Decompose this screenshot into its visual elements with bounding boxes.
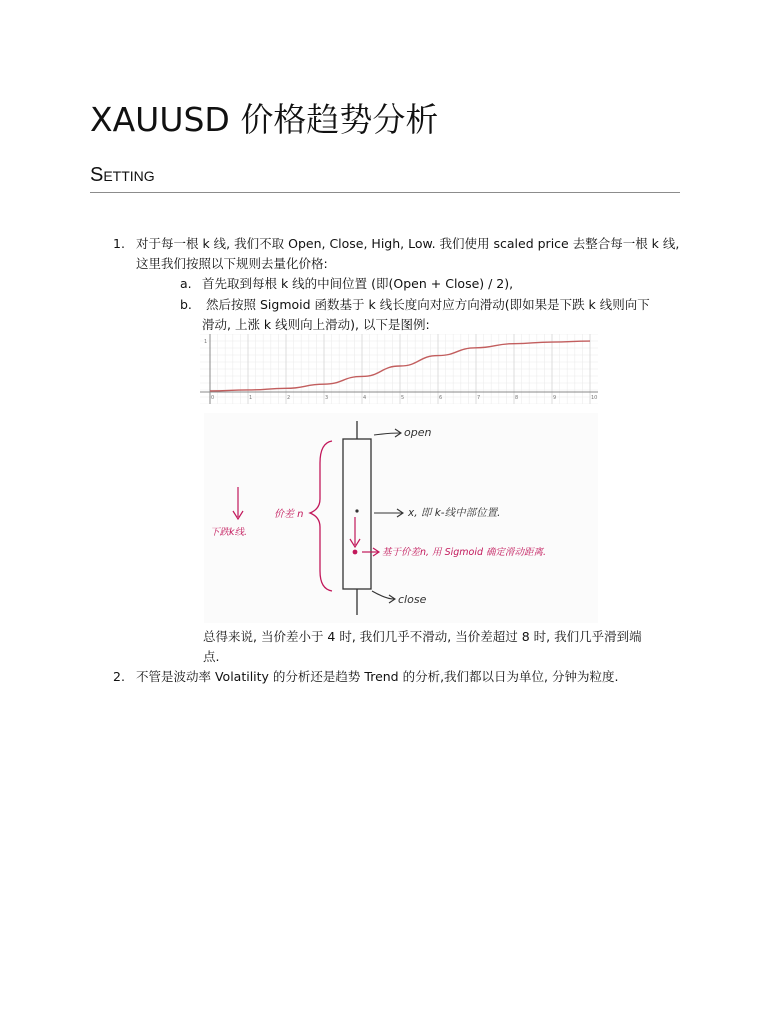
list-item-a-text: 首先取到每根 k 线的中间位置 (即(Open + Close) / 2), <box>202 276 514 291</box>
document-title: XAUUSD 价格趋势分析 <box>90 100 439 139</box>
list-letter-b: b. <box>180 297 192 312</box>
chart-x-tick-label: 8 <box>515 395 519 401</box>
label-price-diff: 价差 n <box>274 509 304 520</box>
chart-x-tick-label: 9 <box>553 395 557 401</box>
list-letter-a: a. <box>180 276 192 291</box>
chart-x-tick-label: 2 <box>287 395 291 401</box>
candle-body <box>343 439 371 589</box>
section-heading: Setting <box>90 164 155 186</box>
chart-x-tick-label: 7 <box>477 395 481 401</box>
list-item-1-line2: 这里我们按照以下规则去量化价格: <box>136 256 328 271</box>
chart-x-tick-label: 4 <box>363 395 367 401</box>
list-item-b-line1: 然后按照 Sigmoid 函数基于 k 线长度向对应方向滑动(即如果是下跌 k 线则向下 <box>206 297 650 312</box>
list-number-1: 1. <box>113 236 125 251</box>
chart-x-tick-label: 5 <box>401 395 405 401</box>
scaled-price-dot <box>353 550 358 555</box>
chart-x-tick-label: 1 <box>249 395 253 401</box>
label-mid: x, 即 k-线中部位置. <box>408 507 501 519</box>
chart-x-tick-label: 6 <box>439 395 443 401</box>
candle-sketch <box>204 413 598 627</box>
chart-x-tick-label: 10 <box>591 395 598 401</box>
label-open: open <box>404 426 432 439</box>
candle-midpoint <box>355 509 358 512</box>
chart-x-tick-label: 0 <box>211 395 215 401</box>
candle-sketch-svg <box>204 413 598 623</box>
list-item-1-line1: 对于每一根 k 线, 我们不取 Open, Close, High, Low. 我们使用 scaled price 去整合每一根 k 线, <box>136 236 680 251</box>
sigmoid-chart <box>200 334 598 408</box>
label-close: close <box>398 593 427 606</box>
chart-y-tick-label: 1 <box>204 339 208 345</box>
label-slide: 基于价差n, 用 Sigmoid 确定滑动距离. <box>382 547 547 558</box>
summary-line2: 点. <box>203 649 220 664</box>
list-number-2: 2. <box>113 669 125 684</box>
section-header <box>90 164 680 193</box>
summary-line1: 总得来说, 当价差小于 4 时, 我们几乎不滑动, 当价差超过 8 时, 我们几乎滑到端 <box>203 629 642 644</box>
label-down-candle: 下跌k线. <box>210 527 248 538</box>
list-item-2-text: 不管是波动率 Volatility 的分析还是趋势 Trend 的分析,我们都以日为单位, 分钟为粒度. <box>136 669 619 684</box>
chart-x-tick-label: 3 <box>325 395 329 401</box>
list-item-b-line2: 滑动, 上涨 k 线则向上滑动), 以下是图例: <box>202 317 430 332</box>
sigmoid-chart-svg <box>200 334 598 404</box>
